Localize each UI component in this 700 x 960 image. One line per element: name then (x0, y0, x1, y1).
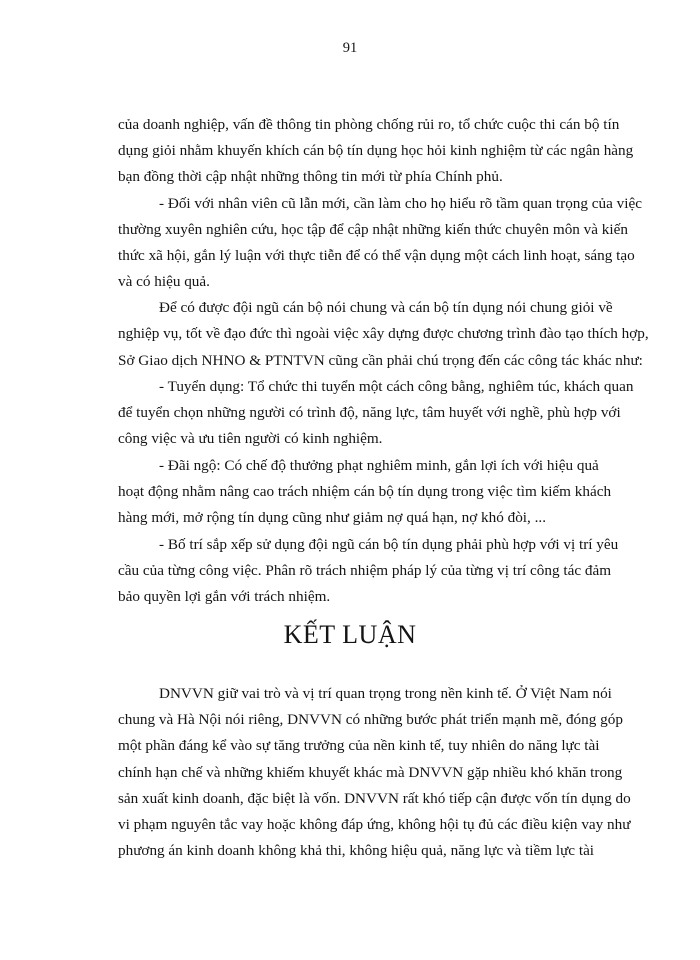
text-line: bạn đồng thời cập nhật những thông tin mới từ phía Chính phủ. (118, 168, 503, 185)
text-line: của doanh nghiệp, vấn đề thông tin phòng chống rủi ro, tổ chức cuộc thi cán bộ tín (118, 116, 620, 133)
text-line: Để có được đội ngũ cán bộ nói chung và cán bộ tín dụng nói chung giỏi về (159, 299, 613, 316)
text-line: - Bố trí sắp xếp sử dụng đội ngũ cán bộ tín dụng phải phù hợp với vị trí yêu (159, 536, 619, 553)
text-line: thường xuyên nghiên cứu, học tập để cập nhật những kiến thức chuyên môn và kiến (118, 221, 628, 238)
text-line: hoạt động nhằm nâng cao trách nhiệm cán bộ tín dụng trong việc tìm kiếm khách (118, 483, 612, 500)
text-line: Sở Giao dịch NHNO & PTNTVN cũng cần phải chú trọng đến các công tác khác như: (118, 352, 643, 369)
text-line: thức xã hội, gắn lý luận với thực tiễn để có thể vận dụng một cách linh hoạt, sáng tạo (118, 247, 635, 264)
text-line: để tuyển chọn những người có trình độ, năng lực, tâm huyết với nghề, phù hợp với (118, 404, 621, 421)
text-line: chính hạn chế và những khiếm khuyết khác mà DNVVN gặp nhiều khó khăn trong (118, 764, 623, 781)
section-heading: KẾT LUẬN (283, 620, 417, 649)
text-line: chung và Hà Nội nói riêng, DNVVN có những bước phát triển mạnh mẽ, đóng góp (118, 711, 623, 728)
text-line: vi phạm nguyên tắc vay hoặc không đáp ứng, không hội tụ đủ các điều kiện vay như (118, 816, 631, 833)
text-line: công việc và ưu tiên người có kinh nghiệm. (118, 430, 383, 447)
text-line: - Đãi ngộ: Có chế độ thưởng phạt nghiêm minh, gắn lợi ích với hiệu quả (159, 457, 599, 474)
text-line: phương án kinh doanh không khả thi, không hiệu quả, năng lực và tiềm lực tài (118, 842, 595, 859)
text-line: dụng giỏi nhằm khuyến khích cán bộ tín dụng học hỏi kinh nghiệm từ các ngân hàng (118, 142, 634, 159)
text-line: DNVVN giữ vai trò và vị trí quan trọng trong nền kinh tế. Ở Việt Nam nói (159, 685, 612, 702)
text-line: - Đối với nhân viên cũ lẫn mới, cần làm cho họ hiểu rõ tầm quan trọng của việc (159, 195, 642, 212)
text-line: - Tuyển dụng: Tổ chức thi tuyển một cách công bằng, nghiêm túc, khách quan (159, 378, 634, 395)
text-line: sản xuất kinh doanh, đặc biệt là vốn. DNVVN rất khó tiếp cận được vốn tín dụng do (118, 790, 631, 807)
text-line: bảo quyền lợi gắn với trách nhiệm. (118, 588, 331, 605)
text-line: cầu của từng công việc. Phân rõ trách nhiệm pháp lý của từng vị trí công tác đảm (118, 562, 612, 579)
page-number: 91 (342, 40, 358, 56)
text-line: một phần đáng kể vào sự tăng trưởng của nền kinh tế, tuy nhiên do năng lực tài (118, 737, 600, 754)
text-line: nghiệp vụ, tốt về đạo đức thì ngoài việc xây dựng được chương trình đào tạo thích hợp, (118, 325, 649, 342)
text-line: hàng mới, mở rộng tín dụng cũng như giảm nợ quá hạn, nợ khó đòi, ... (118, 509, 547, 526)
text-line: và có hiệu quả. (118, 273, 210, 290)
